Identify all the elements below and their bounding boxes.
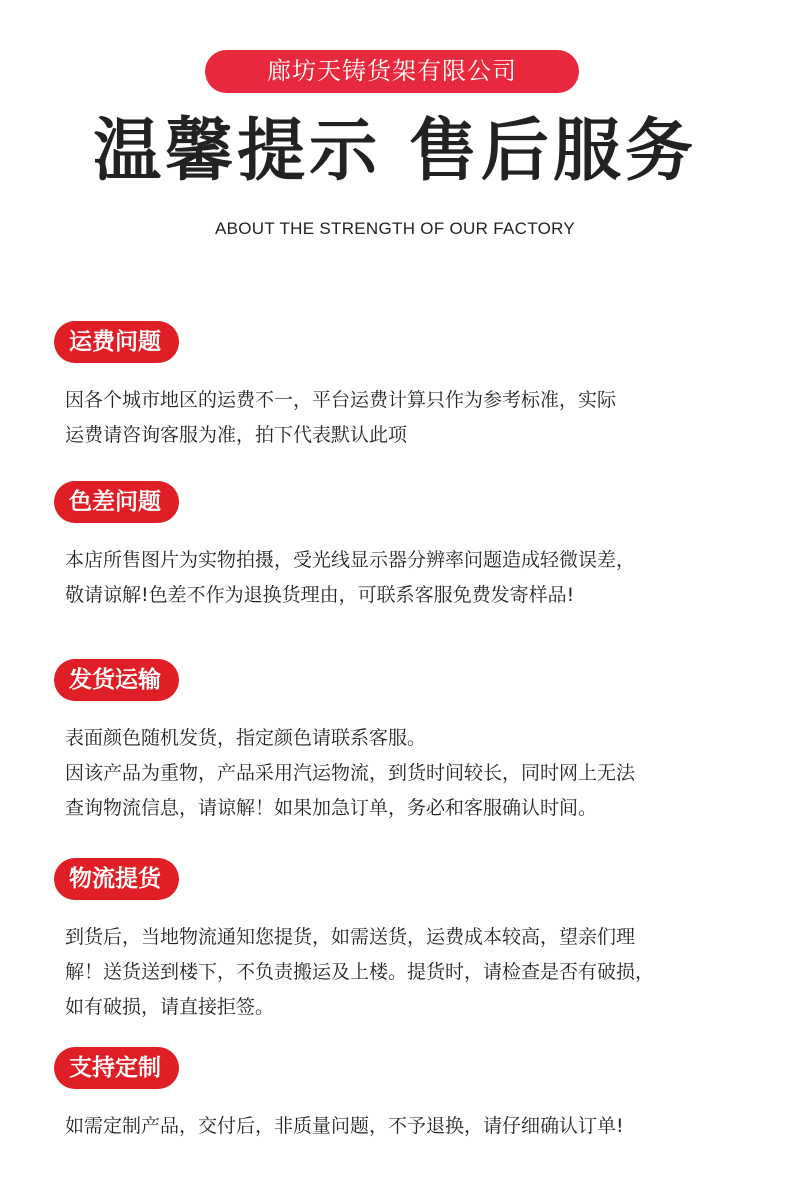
text-line: 如有破损，请直接拒签。 xyxy=(65,996,275,1018)
text-line: 本店所售图片为实物拍摄，受光线显示器分辨率问题造成轻微误差， xyxy=(65,549,636,571)
text-line: 到货后，当地物流通知您提货，如需送货，运费成本较高，望亲们理 xyxy=(65,926,636,948)
text-line: 解！送货送到楼下，不负责搬运及上楼。提货时，请检查是否有破损， xyxy=(65,961,655,983)
section-badge-color-difference: 色差问题 xyxy=(54,481,179,523)
text-line: 如需定制产品，交付后，非质量问题，不予退换，请仔细确认订单! xyxy=(65,1115,624,1137)
text-line: 查询物流信息，请谅解！如果加急订单，务必和客服确认时间。 xyxy=(65,797,598,819)
section-badge-customization: 支持定制 xyxy=(54,1047,179,1089)
section-text-customization xyxy=(65,1109,765,1144)
section-text-logistics-pickup xyxy=(65,920,765,1025)
text-line: 敬请谅解!色差不作为退换货理由，可联系客服免费发寄样品! xyxy=(65,584,575,606)
text-line: 因各个城市地区的运费不一，平台运费计算只作为参考标准，实际 xyxy=(65,389,617,411)
text-line: 表面颜色随机发货，指定颜色请联系客服。 xyxy=(65,727,427,749)
page-title: 温馨提示 售后服务 xyxy=(93,112,697,191)
section-badge-shipping-fee: 运费问题 xyxy=(54,321,179,363)
text-line: 因该产品为重物，产品采用汽运物流，到货时间较长，同时网上无法 xyxy=(65,762,636,784)
section-text-color-difference xyxy=(65,543,765,613)
page-subtitle: ABOUT THE STRENGTH OF OUR FACTORY xyxy=(214,219,576,238)
section-text-shipping-fee xyxy=(65,383,765,453)
section-text-delivery-transport xyxy=(65,721,765,826)
text-line: 运费请咨询客服为准，拍下代表默认此项 xyxy=(65,424,408,446)
section-badge-logistics-pickup: 物流提货 xyxy=(54,858,179,900)
company-name-banner: 廊坊天铸货架有限公司 xyxy=(205,50,579,93)
section-badge-delivery-transport: 发货运输 xyxy=(54,659,179,701)
